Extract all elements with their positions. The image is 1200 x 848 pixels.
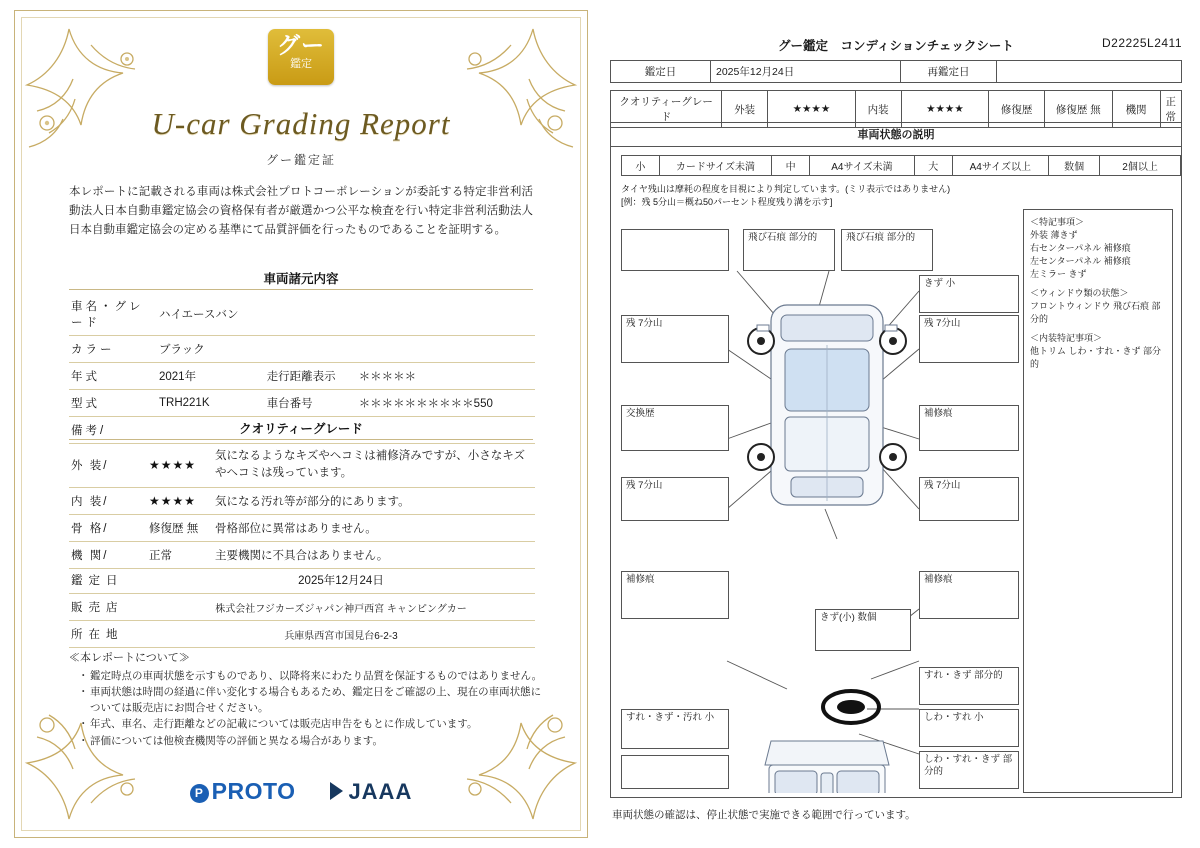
callout-box: すれ・きず 部分的	[919, 667, 1019, 705]
table-row	[611, 61, 1182, 83]
callout-box: 残 7分山	[621, 477, 729, 521]
callout-box: 交換歴	[621, 405, 729, 451]
callout-box: しわ・すれ・きず 部分的	[919, 751, 1019, 789]
spec-label: カラー	[69, 336, 157, 363]
goo-kantei-logo	[268, 29, 334, 85]
remarks-line: 他トリム しわ・すれ・きず 部分的	[1030, 346, 1162, 369]
brand-logos	[15, 778, 587, 805]
quality-label: 外 装/	[69, 443, 147, 488]
size-legend-table	[621, 155, 1181, 176]
engine-label: 機関	[1112, 91, 1160, 128]
tire-note-line2: [例：残 5分山＝概ね50パーセント程度残り溝を示す]	[621, 197, 833, 207]
callout-box: 飛び石痕 部分的	[743, 229, 835, 271]
spec-label-2: 車台番号	[265, 390, 357, 417]
spec-label: 備考/	[69, 417, 157, 444]
size-val-count: 2個以上	[1100, 156, 1181, 176]
table-row	[69, 363, 535, 390]
callout-box: 残 7分山	[919, 315, 1019, 363]
list-item: ・ 年式、車名、走行距離などの記載については販売店申告をもとに作成しています。	[81, 717, 547, 733]
callout-box	[621, 229, 729, 271]
spec-label: 車名・グレード	[69, 293, 157, 336]
info-label: 販売店	[69, 594, 147, 621]
list-item: ・ 車両状態は時間の経過に伴い変化する場合もあるため、鑑定日をご確認の上、現在の車両状態については販売店にお問合せください。	[81, 685, 547, 716]
reappraisal-date-value	[997, 61, 1182, 83]
jaaa-label: JAAA	[348, 778, 413, 804]
jaaa-logo	[330, 779, 412, 805]
appraisal-date-label: 鑑定日	[611, 61, 711, 83]
sheet-title: グー鑑定 コンディションチェックシート	[778, 39, 1014, 53]
table-row	[69, 488, 535, 515]
spec-value-2: ＊＊＊＊＊＊＊＊＊＊550	[357, 390, 535, 417]
quality-text: 主要機関に不具合はありません。	[213, 542, 535, 569]
sheet-footer-note: 車両状態の確認は、停止状態で実施できる範囲で行っています。	[612, 809, 916, 821]
list-item: ・ 評価については他検査機関等の評価と異なる場合があります。	[81, 734, 547, 750]
exterior-label: 外装	[722, 91, 768, 128]
table-row	[622, 156, 1181, 176]
remarks-line: 左センターパネル 補修痕	[1030, 256, 1131, 266]
vehicle-diagram	[619, 209, 1027, 793]
tire-note-line1: タイヤ残山は摩耗の程度を目視により判定しています。(ミリ表示ではありません)	[621, 184, 951, 194]
certificate-panel	[14, 10, 588, 838]
divider	[69, 289, 533, 290]
appraisal-date-value: 2025年12月24日	[711, 61, 901, 83]
table-row	[69, 293, 535, 336]
proto-label: PROTO	[211, 778, 296, 804]
quality-text: 骨格部位に異常はありません。	[213, 515, 535, 542]
size-key-count: 数個	[1049, 156, 1100, 176]
condition-check-sheet	[604, 10, 1188, 838]
info-label: 所在地	[69, 621, 147, 648]
remarks-heading-window: ＜ウィンドウ類の状態＞	[1030, 288, 1129, 298]
spec-value-2: ＊＊＊＊＊	[357, 363, 535, 390]
info-value: 兵庫県西宮市国見台6-2-3	[147, 621, 535, 648]
interior-label: 内装	[855, 91, 901, 128]
callout-box: しわ・すれ 小	[919, 709, 1019, 747]
quality-label: 機 関/	[69, 542, 147, 569]
quality-table	[69, 443, 535, 569]
quality-heading: クオリティーグレード	[239, 422, 363, 436]
quality-rank: 修復歴 無	[147, 515, 213, 542]
table-row	[69, 515, 535, 542]
notes-heading: ≪本レポートについて≫	[69, 652, 190, 664]
tire-note	[621, 183, 950, 209]
remarks-panel	[1023, 209, 1173, 793]
list-item: ・ 鑑定時点の車両状態を示すものであり、以降将来にわたり品質を保証するものではありません。	[81, 669, 547, 685]
callout-box	[621, 755, 729, 789]
size-val-medium: A4サイズ未満	[809, 156, 914, 176]
goo-logo-line2: 鑑定	[290, 58, 312, 70]
info-value: 株式会社フジカーズジャパン神戸西宮 キャンピングカー	[147, 594, 535, 621]
proto-mark-icon: P	[190, 784, 209, 803]
spec-value: ブラック	[157, 336, 265, 363]
size-key-small: 小	[622, 156, 660, 176]
certificate-description: 本レポートに記載される車両は株式会社プロトコーポレーションが委託する特定非営利活動法人日本自動車鑑定協会の資格保有者が厳選かつ公平な検査を行い特定非営利活動法人日本自動車鑑定協会の定める基準にて品質評価を行ったものであることを証明する。	[69, 186, 533, 236]
reappraisal-date-label: 再鑑定日	[901, 61, 997, 83]
table-row	[69, 336, 535, 363]
certificate-subtitle: グー鑑定証	[265, 153, 336, 167]
quality-text: 気になる汚れ等が部分的にあります。	[213, 488, 535, 515]
spec-label: 年式	[69, 363, 157, 390]
spec-value: ハイエースバン	[157, 293, 265, 336]
quality-label: 内 装/	[69, 488, 147, 515]
sheet-code: D22225L2411	[1101, 36, 1182, 50]
callout-box: 補修痕	[919, 571, 1019, 619]
callout-box: 残 7分山	[621, 315, 729, 363]
dealer-info-table	[69, 567, 535, 648]
table-row	[69, 542, 535, 569]
callout-box: 補修痕	[919, 405, 1019, 451]
quality-grade-label: クオリティーグレード	[611, 91, 722, 128]
engine-value: 正常	[1160, 91, 1182, 128]
remarks-line: 外装 薄きず	[1030, 230, 1078, 240]
spec-label-2: 走行距離表示	[265, 363, 357, 390]
callout-box: きず 小	[919, 275, 1019, 313]
remarks-heading-special: ＜特記事項＞	[1030, 217, 1085, 227]
quality-label: 骨 格/	[69, 515, 147, 542]
callout-box: 飛び石痕 部分的	[841, 229, 933, 271]
quality-text: 気になるようなキズやヘコミは補修済みですが、小さなキズやヘコミは残っています。	[213, 443, 535, 488]
table-row	[69, 621, 535, 648]
table-row	[69, 443, 535, 488]
table-row	[69, 594, 535, 621]
report-notes	[69, 651, 547, 750]
spec-label: 型式	[69, 390, 157, 417]
remarks-line: フロントウィンドウ 飛び石痕 部分的	[1030, 301, 1161, 324]
exterior-rank: ★★★★	[768, 91, 856, 128]
vehicle-condition-box	[610, 122, 1182, 798]
quality-rank: ★★★★	[147, 488, 213, 515]
info-value: 2025年12月24日	[147, 567, 535, 594]
size-key-medium: 中	[772, 156, 810, 176]
remarks-heading-interior: ＜内装特記事項＞	[1030, 333, 1103, 343]
size-val-small: カードサイズ未満	[659, 156, 772, 176]
repair-history-value: 修復歴 無	[1045, 91, 1113, 128]
callout-box: きず(小) 数個	[815, 609, 911, 651]
interior-rank: ★★★★	[901, 91, 989, 128]
size-key-large: 大	[914, 156, 952, 176]
callout-box: すれ・きず・汚れ 小	[621, 709, 729, 749]
table-row	[69, 390, 535, 417]
quality-rank: 正常	[147, 542, 213, 569]
goo-logo-line1: グー	[277, 32, 325, 58]
table-row	[69, 567, 535, 594]
callout-box: 補修痕	[621, 571, 729, 619]
jaaa-mark-icon	[330, 782, 343, 800]
appraisal-date-table	[610, 60, 1182, 83]
certificate-title: U-car Grading Report	[151, 106, 451, 141]
remarks-line: 左ミラー きず	[1030, 269, 1087, 279]
divider	[69, 439, 533, 440]
info-label: 鑑定日	[69, 567, 147, 594]
remarks-line: 右センターパネル 補修痕	[1030, 243, 1131, 253]
proto-logo	[190, 778, 296, 805]
spec-value: TRH221K	[157, 390, 265, 417]
spec-value: 2021年	[157, 363, 265, 390]
repair-history-label: 修復歴	[989, 91, 1045, 128]
spec-heading: 車両諸元内容	[263, 272, 339, 286]
quality-rank: ★★★★	[147, 443, 213, 488]
size-val-large: A4サイズ以上	[952, 156, 1048, 176]
callout-box: 残 7分山	[919, 477, 1019, 521]
explain-heading: 車両状態の説明	[611, 123, 1181, 147]
